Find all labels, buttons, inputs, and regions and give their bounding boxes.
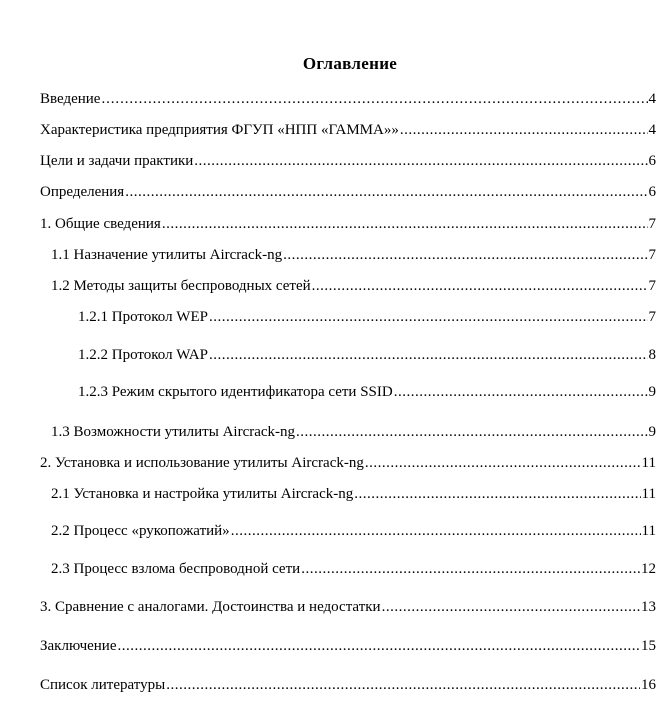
toc-entry-page: 9 bbox=[648, 424, 656, 440]
toc-entry-section-1-2[interactable] bbox=[51, 277, 656, 295]
toc-entry-section-1-1[interactable] bbox=[51, 246, 656, 264]
toc-entry-label: 2. Установка и использование утилиты Aircrack-ng bbox=[40, 455, 364, 471]
toc-entry-section-2-2[interactable] bbox=[51, 522, 656, 540]
toc-entry-page: 16 bbox=[641, 677, 656, 693]
toc-entry-label: 2.2 Процесс «рукопожатий» bbox=[51, 523, 230, 539]
toc-entry-introduction[interactable] bbox=[40, 90, 656, 108]
dot-leader bbox=[296, 423, 647, 441]
toc-entry-page: 11 bbox=[641, 523, 656, 539]
dot-leader bbox=[301, 560, 640, 578]
toc-entry-page: 11 bbox=[641, 486, 656, 502]
toc-entry-label: 1.2.1 Протокол WEP bbox=[78, 309, 208, 325]
toc-entry-page: 4 bbox=[648, 122, 656, 138]
toc-entry-page: 7 bbox=[648, 278, 656, 294]
dot-leader bbox=[354, 485, 640, 503]
dot-leader bbox=[400, 121, 648, 139]
toc-entry-page: 8 bbox=[648, 347, 656, 363]
toc-entry-label: 3. Сравнение с аналогами. Достоинства и недостатки bbox=[40, 599, 381, 615]
toc-entry-label: 1.2 Методы защиты беспроводных сетей bbox=[51, 278, 311, 294]
toc-entry-page: 11 bbox=[641, 455, 656, 471]
toc-entry-label: 1. Общие сведения bbox=[40, 216, 161, 232]
toc-entry-page: 9 bbox=[648, 384, 656, 400]
toc-entry-page: 4 bbox=[648, 91, 656, 107]
toc-entry-company[interactable] bbox=[40, 121, 656, 139]
dot-leader bbox=[101, 90, 647, 108]
toc-entry-section-2-1[interactable] bbox=[51, 485, 656, 503]
toc-entry-references[interactable] bbox=[40, 676, 656, 694]
toc-entry-page: 7 bbox=[648, 247, 656, 263]
toc-entry-label: 2.1 Установка и настройка утилиты Aircrack-ng bbox=[51, 486, 354, 502]
toc-entry-goals[interactable] bbox=[40, 152, 656, 170]
toc-entry-label: Характеристика предприятия ФГУП «НПП «ГАММА»» bbox=[40, 122, 399, 138]
toc-entry-label: 1.2.3 Режим скрытого идентификатора сети SSID bbox=[78, 384, 393, 400]
dot-leader bbox=[312, 277, 648, 295]
dot-leader bbox=[125, 183, 647, 201]
toc-entry-page: 15 bbox=[641, 638, 656, 654]
toc-entry-label: 1.1 Назначение утилиты Aircrack-ng bbox=[51, 247, 283, 263]
toc-entry-page: 7 bbox=[648, 216, 656, 232]
dot-leader bbox=[194, 152, 647, 170]
toc-entry-label: Список литературы bbox=[40, 677, 166, 693]
dot-leader bbox=[209, 308, 648, 326]
toc-entry-conclusion[interactable] bbox=[40, 637, 656, 655]
toc-title: Оглавление bbox=[302, 54, 398, 73]
toc-entry-label: 1.2.2 Протокол WAP bbox=[78, 347, 208, 363]
toc-entry-label: 1.3 Возможности утилиты Aircrack-ng bbox=[51, 424, 296, 440]
toc-entry-section-3[interactable] bbox=[40, 598, 656, 616]
toc-entry-section-1-2-1[interactable] bbox=[78, 308, 656, 326]
dot-leader bbox=[118, 637, 641, 655]
toc-entry-section-1-3[interactable] bbox=[51, 423, 656, 441]
toc-entry-page: 6 bbox=[648, 153, 656, 169]
toc-entry-definitions[interactable] bbox=[40, 183, 656, 201]
dot-leader bbox=[365, 454, 641, 472]
toc-entry-section-2[interactable] bbox=[40, 454, 656, 472]
toc-entry-page: 12 bbox=[641, 561, 656, 577]
toc-entry-label: Цели и задачи практики bbox=[40, 153, 194, 169]
dot-leader bbox=[382, 598, 640, 616]
dot-leader bbox=[166, 676, 640, 694]
toc-entry-section-1[interactable] bbox=[40, 215, 656, 233]
toc-entry-page: 13 bbox=[641, 599, 656, 615]
dot-leader bbox=[283, 246, 647, 264]
toc-entry-section-1-2-2[interactable] bbox=[78, 346, 656, 364]
toc-entry-label: Введение bbox=[40, 91, 101, 107]
dot-leader bbox=[209, 346, 648, 364]
toc-entry-section-1-2-3[interactable] bbox=[78, 383, 656, 401]
dot-leader bbox=[394, 383, 648, 401]
dot-leader bbox=[231, 522, 641, 540]
toc-entry-label: 2.3 Процесс взлома беспроводной сети bbox=[51, 561, 301, 577]
toc-entry-page: 6 bbox=[648, 184, 656, 200]
toc-entry-label: Заключение bbox=[40, 638, 117, 654]
dot-leader bbox=[162, 215, 648, 233]
toc-entry-label: Определения bbox=[40, 184, 125, 200]
toc-entry-section-2-3[interactable] bbox=[51, 560, 656, 578]
toc-entry-page: 7 bbox=[648, 309, 656, 325]
